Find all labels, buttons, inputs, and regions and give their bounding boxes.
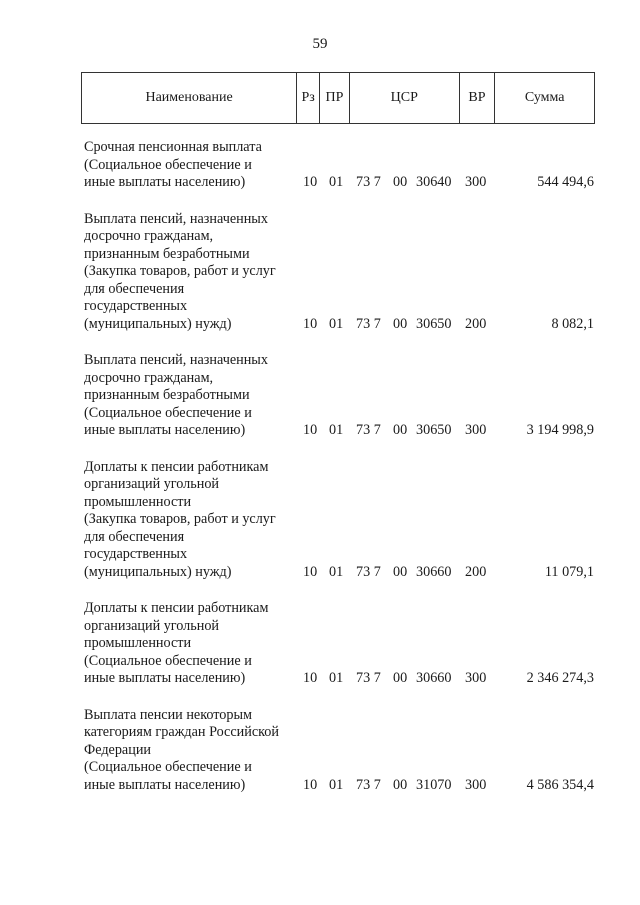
row-name-line: (муниципальных) нужд) <box>84 563 232 580</box>
row-name-line: досрочно гражданам, <box>84 369 214 386</box>
row-name-line: Выплата пенсии некоторым <box>84 706 253 723</box>
row-name-line: (Социальное обеспечение и <box>84 759 252 775</box>
row-rz: 10 <box>303 315 318 332</box>
row-name-line: (Социальное обеспечение и <box>84 652 252 669</box>
row-name-line: категориям граждан Российской <box>84 724 279 740</box>
row-csr-code: 30650 <box>416 315 452 332</box>
row-csr-subprogram: 00 <box>393 174 408 190</box>
header-sum: Сумма <box>524 90 565 105</box>
row-name-line: (муниципальных) нужд) <box>84 315 232 332</box>
row-csr-program: 73 7 <box>356 670 381 686</box>
row-sum: 3 194 998,9 <box>526 422 594 438</box>
row-csr-subprogram: 00 <box>393 776 408 793</box>
row-name-line: досрочно гражданам, <box>84 228 214 244</box>
row-csr-program: 73 7 <box>356 422 381 438</box>
row-name-line: Доплаты к пенсии работникам <box>84 458 269 475</box>
row-vr: 200 <box>465 315 487 332</box>
row-vr: 300 <box>465 174 487 190</box>
table-body <box>84 139 604 813</box>
row-vr: 300 <box>465 670 487 686</box>
row-pr: 01 <box>329 776 344 793</box>
row-csr-code: 30650 <box>416 422 452 438</box>
row-name-line: Доплаты к пенсии работникам <box>84 600 269 616</box>
row-name-line: для обеспечения <box>84 528 185 545</box>
row-csr-program: 73 7 <box>356 315 381 332</box>
row-values <box>84 422 594 440</box>
row-name-line: иные выплаты населению) <box>84 670 246 686</box>
row-name-line: государственных <box>84 546 188 562</box>
header-name: Наименование <box>82 73 297 123</box>
row-sum: 4 586 354,4 <box>526 776 594 793</box>
row-csr-program: 73 7 <box>356 776 381 793</box>
row-rz: 10 <box>303 776 318 793</box>
header-csr: ЦСР <box>350 73 460 123</box>
row-sum: 2 346 274,3 <box>526 670 594 686</box>
row-csr-program: 73 7 <box>356 563 381 580</box>
row-vr: 300 <box>465 422 487 438</box>
row-name-line: промышленности <box>84 635 192 651</box>
row-name-line: иные выплаты населению) <box>84 776 246 793</box>
row-sum: 544 494,6 <box>537 174 594 190</box>
row-csr-code: 30640 <box>416 174 452 190</box>
table-row <box>84 459 604 582</box>
row-csr-code: 31070 <box>416 776 452 793</box>
row-csr-subprogram: 00 <box>393 315 408 332</box>
row-csr-code: 30660 <box>416 563 452 580</box>
row-name-line: признанным безработными <box>84 245 250 262</box>
header-rz: Рз <box>297 73 320 123</box>
row-name-line: Выплата пенсий, назначенных <box>84 352 268 368</box>
table-row <box>84 139 604 192</box>
row-name-line: (Закупка товаров, работ и услуг <box>84 511 276 527</box>
row-name-line: признанным безработными <box>84 387 250 403</box>
row-sum: 8 082,1 <box>551 315 594 332</box>
table-row <box>84 211 604 334</box>
row-csr-subprogram: 00 <box>393 670 408 686</box>
row-csr-program: 73 7 <box>356 174 381 190</box>
row-vr: 300 <box>465 776 487 793</box>
row-name-line: государственных <box>84 298 188 314</box>
row-vr: 200 <box>465 563 487 580</box>
row-pr: 01 <box>329 670 344 686</box>
row-name-line: промышленности <box>84 493 192 510</box>
row-values <box>84 316 594 334</box>
row-pr: 01 <box>329 315 344 332</box>
row-rz: 10 <box>303 174 318 190</box>
row-rz: 10 <box>303 670 318 686</box>
table-row <box>84 352 604 440</box>
row-rz: 10 <box>303 422 318 438</box>
row-values <box>84 564 594 582</box>
row-name-line: Срочная пенсионная выплата <box>84 139 262 155</box>
row-values <box>84 670 594 688</box>
row-values <box>84 777 594 795</box>
page-number: 59 <box>312 36 328 52</box>
table-row <box>84 707 604 795</box>
row-csr-code: 30660 <box>416 670 452 686</box>
row-name-line: Федерации <box>84 741 152 758</box>
row-name-line: Выплата пенсий, назначенных <box>84 210 268 227</box>
header-pr: ПР <box>320 73 350 123</box>
row-csr-subprogram: 00 <box>393 563 408 580</box>
row-name-line: (Социальное обеспечение и <box>84 404 252 421</box>
header-vr: ВР <box>460 73 496 123</box>
row-pr: 01 <box>329 563 344 580</box>
row-values <box>84 174 594 192</box>
row-csr-subprogram: 00 <box>393 422 408 438</box>
row-pr: 01 <box>329 422 344 438</box>
row-name-line: (Закупка товаров, работ и услуг <box>84 263 276 279</box>
row-name-line: иные выплаты населению) <box>84 174 246 190</box>
row-name-line: организаций угольной <box>84 617 220 634</box>
row-name-line: организаций угольной <box>84 476 220 492</box>
row-pr: 01 <box>329 174 344 190</box>
row-sum: 11 079,1 <box>544 563 594 580</box>
row-name-line: для обеспечения <box>84 280 185 297</box>
row-name-line: иные выплаты населению) <box>84 422 246 438</box>
table-row <box>84 600 604 688</box>
row-rz: 10 <box>303 563 318 580</box>
row-name-line: (Социальное обеспечение и <box>84 156 252 173</box>
table-header <box>81 72 595 124</box>
